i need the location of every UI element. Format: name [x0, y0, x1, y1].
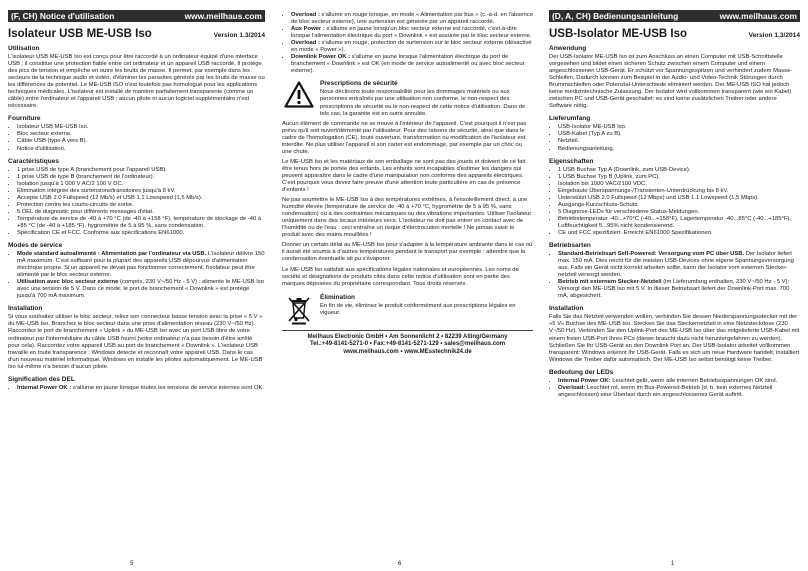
page-number: 5 [130, 561, 134, 567]
paragraph: Si vous souhaitez utiliser le bloc secteur, reliez son connecteur basse tension avec la prise « 5 V » du ME-USB Iso. Branchez le bloc secteur dans une prise d'alimentation réseau (230 V~/50 Hz). Raccordez le port de branchement « Uplink » du ME-USB Iso avec un port USB libre de votre ordinateur par l'intermédiaire du câble USB fourni (votre ordinateur n'a pas besoin d'être arrêté pour cela). Raccordez votre appareil USB au port de branchement « Downlink ». L'isolateur USB travaille en toute transparence : Windows détecte et reconnaît votre appareil USB. Dans le cas d'un nouveau matériel informatique, Windows en installe les pilotes automatiquement. Le ME-USB Iso lui-même n'a besoin d'aucun pilote. [8, 314, 263, 370]
paragraph: Le ME-USB Iso et les matériaux de son emballage ne sont pas des jouets et doivent de ce fait être tenus hors de portée des enfants. Les enfants sont incapables d'estimer les dangers qui peuvent apparaître dans le cadre d'une manipulation non conforme des appareils électriques. C'est pourquoi vous devez faire preuve d'une attention toute particulière en cas de présence d'enfants ! [282, 158, 526, 194]
modes-list [8, 251, 265, 300]
led-list [549, 378, 800, 399]
section-heading: Anwendung [549, 45, 587, 52]
item-lead: Overload : [291, 40, 320, 47]
item-lead: Mode standard autoalimenté : Alimentation par l'ordinateur via USB. [17, 251, 207, 258]
page-number: 1 [671, 561, 675, 567]
led-list [8, 385, 265, 392]
list-item: • Betriebstemperatur -40...+70°C (-40...+158°F), Lagertemperatur -40...85°C (-40...+185°F), Luftfeuchtigkeit 5...95% nicht kondensierend. [558, 216, 800, 230]
item-lead: Utilisation avec bloc secteur externe [17, 279, 119, 286]
section-heading: Bedeutung der LEDs [549, 368, 614, 376]
item-text: Der Isolator liefert max. 150 mA. Dies reicht für die meisten USB-Devices ohne eigene Spannungsversorgung aus. Falls ein Gerät nicht korrekt arbeiten sollte, kann der Isolator vom externen Stecker-netzteil versorgt werden. [558, 251, 794, 279]
section-heading: Prescriptions de sécurité [320, 80, 398, 88]
page-title: Isolateur USB ME-USB Iso [8, 28, 152, 40]
features-list [8, 167, 265, 237]
disposal-block [282, 291, 533, 325]
paragraph: Aucun élément de commande ne se trouve à l'intérieur de l'appareil. C'est pourquoi il n'est pas prévu qu'il soit ouvert/démonté par l'utilisateur. Pour des raisons de sécurité, ainsi que dans le cadre de l'homologation (CE), toute ouverture, transformation ou modification de l'isolateur est interdite. Ne plus utiliser l'appareil si son carter est endommagé, par exemple par un choc ou une chute. [282, 120, 527, 155]
imprint-contact[interactable]: Tel.:+49-8141-5271-0 • Fax:+49-8141-5271-129 • sales@meilhaus.com [309, 341, 506, 348]
version-label: Version 1.3/2014 [748, 32, 800, 39]
list-item: • 1 prise USB de type A (branchement pour l'appareil USB). [17, 167, 265, 174]
list-item: • Spécification CE et FCC. Conforme aux spécifications EN61000. [17, 230, 265, 237]
item-text: s'allume en jaune lorsque toutes les tensions de service internes sont OK. [71, 384, 265, 391]
item-lead: Internal Power OK : [17, 384, 72, 391]
item-text: s'allume en rouge lorsque, en mode « Alimentation par bus » (c.-à-d. en l'absence de bloc secteur externe), une surtension est générée par un appareil raccordé. [291, 12, 533, 26]
list-item: • CE und FCC spezifiziert. Erreicht EN61000 Spezifikationen. [558, 230, 800, 237]
warning-icon [282, 77, 316, 120]
list-item: • Isolation bis 1000 VAC/2100 VDC. [558, 181, 800, 188]
list-item: • Unterstützt USB 2.0 Fullspeed (12 Mbps) und USB 1.1 Lowspeed (1,5 Mbps). [558, 195, 800, 202]
page-header-left [8, 10, 265, 22]
list-item: • 1 USB Buchse Typ B (Uplink, zum PC). [558, 174, 800, 181]
french-page-left [0, 0, 272, 571]
safety-block [282, 77, 533, 120]
list-item: • 1 prise USB de type B (branchement de l'ordinateur). [17, 174, 265, 181]
list-item [558, 279, 800, 300]
imprint-block [282, 330, 533, 357]
list-item: • 5 DEL de diagnostic pour différents messages d'état. [17, 209, 265, 216]
paragraph: Der USB-Isolator ME-USB Iso ist zum Anschluss an einen Computer mit USB-Schnittstelle vorgesehen und bildet einen sicheren Schutz zwischen einem Computer und einem angeschlossenen USB-Gerät. Er schützt vor Spannungsspitzen und verhindert zudem Masse-Schleifen. Dadurch können zum Beispiel in der Audio- und Video-Technik Störungen durch Brummschleifen oder Potenzial-Unterschiede eliminiert werden. Der ME-USB ISO hat jedoch keine medizintechnische Zulassung. Der Isolator wird vollkommen transparent (wie ein Kabel) zwischen PC und USB-Gerät geschaltet; es sind keine zusätzlichen Treiber oder andere Software nötig. [549, 54, 793, 110]
page-number: 6 [398, 561, 402, 567]
item-text: Leuchtet gelb, wenn alle internen Betriebsspannungen OK sind. [610, 377, 778, 384]
item-lead: Standard-Betriebsart Self-Powered: Versorgung vom PC über USB. [558, 251, 745, 258]
list-item [291, 54, 533, 75]
item-lead: Internal Power OK: [558, 377, 611, 384]
list-item: • Élimination intégrée des surtensions/transitoires jusqu'à 8 kV. [17, 188, 265, 195]
weee-bin-icon [282, 291, 316, 325]
section-heading: Utilisation [8, 45, 40, 52]
item-lead: Betrieb mit externem Stecker-Netzteil [558, 279, 662, 286]
list-item [291, 12, 533, 26]
section-heading: Fourniture [8, 115, 41, 123]
list-item [291, 40, 533, 54]
header-language-label: (D, A, CH) Bedienungsanleitung [552, 11, 679, 21]
header-language-label: (F, CH) Notice d'utilisation [11, 11, 115, 21]
item-lead: Overload : [291, 12, 320, 18]
item-text: L'isolateur délivre 150 mA maximum. C'est suffisant pour la plupart des appareils USB dépourvus d'alimentation électrique propre. Si un appareil ne devait pas fonctionner correctement, l'isolateur peut être alimenté par le bloc secteur externe. [17, 251, 265, 279]
list-item: • Netzteil. [558, 138, 800, 145]
item-lead: Overload: [558, 384, 586, 391]
section-heading: Installation [8, 305, 43, 313]
list-item: • Notice d'utilisation. [17, 146, 265, 153]
item-text: s'allume en jaune lorsqu'un bloc secteur externe est raccordé, c'est-à-dire lorsque l'alimentation électrique du port « Downlink » est assurée par le bloc secteur externe. [291, 26, 532, 40]
item-text: s'allume en rouge, protection de surtension sur le bloc secteur externe (désactivé en mode « Power »). [291, 40, 532, 54]
list-item: • USB-Isolator ME-USB Iso. [558, 124, 800, 131]
features-list [549, 167, 800, 237]
list-item: • Eingebaute Überspannungs-/Transienten-Unterdrückung bis 8 kV. [558, 188, 800, 195]
list-item: • Câble USB (type A vers B). [17, 138, 265, 145]
list-item: • USB-Kabel (Typ A zu B). [558, 131, 800, 138]
version-label: Version 1.3/2014 [213, 32, 265, 39]
delivery-list [549, 124, 800, 152]
list-item: • Bloc secteur externe. [17, 131, 265, 138]
list-item [17, 385, 265, 392]
paragraph: En fin de vie, éliminez le produit conformément aux prescriptions légales en vigueur. [320, 302, 516, 316]
imprint-websites[interactable]: www.meilhaus.com • www.MEsstechnik24.de [343, 349, 472, 356]
section-heading: Installation [549, 305, 584, 313]
list-item [17, 251, 265, 279]
paragraph: Nous déclinons toute responsabilité pour les dommages matériels ou aux personnes entraînés par une utilisation non conforme, le non-respect des prescriptions de sécurité ou le non-respect de cette notice d'utilisation. Dans de tels cas, la garantie est en outre annulée. [320, 89, 526, 117]
item-text: s'allume en jaune lorsque l'alimentation électrique du port de branchement « Downlink » est OK (en mode de service autoalimenté ou avec bloc secteur externe). [291, 54, 525, 75]
section-heading: Modes de service [8, 242, 63, 250]
list-item: • Accepte USB 2.0 Fullspeed (12 Mb/s) et USB 1.1 Lowspeed (1,5 Mb/s). [17, 195, 265, 202]
list-item [291, 26, 533, 40]
paragraph: Le ME-USB Iso satisfait aux spécifications légales nationales et européennes. Les noms de société et désignations de produits cités dans cette notice d'utilisation sont en partie des marques déposées du propriétaire correspondant. Tous droits réservés. [282, 266, 519, 287]
item-lead: Aux Power : [291, 26, 325, 33]
header-website-link[interactable]: www.meilhaus.com [184, 11, 262, 21]
page-header-right [549, 10, 800, 22]
list-item: • Protection contre les courts-circuits de sortie. [17, 202, 265, 209]
item-text: Leuchtet rot, wenn im Bus-Powered-Betrieb (d. h. kein externes Netzteil angeschlossen) eine Überlast durch ein angeschlossenes Gerät auftritt. [558, 384, 773, 398]
section-heading: Betriebsarten [549, 242, 591, 250]
list-item: • Température de service de -40 à +70 °C (de -40 à +158 °F), température de stockage de -40 à +85 °C (de -40 à +185 °F), hygrométrie de 5 à 95 %, sans condensation. [17, 216, 265, 230]
list-item: • Bedienungsanleitung. [558, 146, 800, 153]
paragraph: Ne pas soumettre le ME-USB Iso à des températures extrêmes, à l'ensoleillement direct, à une humidité élevée (température de service de -40 à +70 °C, hygrométrie de 5 à 95 %, sans condensation) ou à des contraintes mécaniques ou des vibrations importantes. Utiliser l'isolateur uniquement dans des locaux intérieurs secs. L'isolateur ne doit pas entrer en contact avec de l'humidité ou de l'eau : ceci entraîne un risque d'électrocution mortelle ! Ne jamais saisir le produit avec des mains mouillées ! [282, 197, 532, 239]
item-lead: Downlink Power OK : [291, 54, 351, 61]
section-heading: Lieferumfang [549, 115, 591, 123]
list-item [17, 279, 265, 300]
list-item: • Isolateur USB ME-USB Iso. [17, 124, 265, 131]
list-item [558, 378, 800, 385]
list-item: • Isolation jusqu'à 1 000 V AC/2 100 V DC. [17, 181, 265, 188]
paragraph: L'isolateur USB ME-USB Iso est conçu pour être raccordé à un ordinateur équipé d'une interface USB ; il constitue une protection fiable entre cet ordinateur et un appareil USB raccordé. Il protège des pics de tension et empêche en outre les bruits de masse. Il permet, par exemple dans les secteurs de la technique audio et vidéo, d'éliminer les parasites générés par les bruits de masse ou les différences de potentiel. Le ME-USB ISO n'est toutefois pas homologué pour les applications techniques médicales. L'isolateur est installé de manière parfaitement transparente (comme un câble) entre l'ordinateur et l'appareil USB ; aucun pilote ni aucun logiciel supplémentaire n'est nécessaire. [8, 54, 265, 110]
french-page-middle [274, 0, 539, 571]
modes-list [549, 251, 800, 300]
german-page-right [541, 0, 808, 571]
led-list-continued [282, 12, 533, 75]
section-heading: Élimination [320, 293, 356, 301]
list-item: • Ausgangs-Kurzschluss-Schutz. [558, 202, 800, 209]
imprint-address: Meilhaus Electronic GmbH • Am Sonnenlicht 2 • 82239 Alling/Germany [307, 333, 508, 340]
list-item: • 5 Diagnose-LEDs für verschiedene Status-Meldungen. [558, 209, 800, 216]
header-website-link[interactable]: www.meilhaus.com [719, 11, 797, 21]
page-title: USB-Isolator ME-USB Iso [549, 28, 688, 40]
section-heading: Caractéristiques [8, 157, 59, 165]
list-item [558, 385, 800, 399]
list-item [558, 251, 800, 279]
list-item: • 1 USB Buchse Typ A (Downlink, zum USB-Device). [558, 167, 800, 174]
delivery-list [8, 124, 265, 152]
item-text: (im Lieferumfang enthalten, 230 V~/50 Hz - 5 V): Versorgt den ME-USB Iso mit 5 V. In dieser Betriebsart liefert der Downlink-Port max. 700 mA, abgesichert. [558, 279, 790, 300]
item-text: (compris, 230 V~/50 Hz - 5 V) : alimente le ME-USB Iso avec une tension de 5 V. Dans ce mode, le port de branchement « Downlink » est protégé jusqu'à 700 mA maximum. [17, 279, 265, 300]
section-heading: Signification des DEL [8, 375, 75, 383]
section-heading: Eigenschaften [549, 157, 594, 165]
paragraph: Falls Sie das Netzteil verwenden wollen, verbinden Sie dessen Niederspannungsstecker mit der »5 V« Buchse des ME-USB Iso. Stecken Sie das Steckernetzteil in eine Netzsteckdose (230 V~/50 Hz). Verbinden Sie den Uplink-Port des ME-USB Iso über das mitgelieferte USB-Kabel mit einem freien USB-Port Ihres PCs (dieser braucht dazu nicht heruntergefahren zu werden). Schließen Sie Ihr USB-Gerät an den Downlink Port an. Der USB-Isolator arbeitet vollkommen transparent: Windows erkennt Ihr USB-Gerät. Falls es sich um neue Hardware handelt, installiert Windows die Treiber dafür automatisch. Der ME-USB Iso selbst benötigt keine Treiber. [549, 314, 800, 363]
paragraph: Donner un certain délai au ME-USB Iso pour s'adapter à la température ambiante dans le cas où il aurait été soumis à d'autres températures pendant le transport par exemple : attendre que la condensation éventuelle ait pu s'évaporer. [282, 242, 533, 263]
